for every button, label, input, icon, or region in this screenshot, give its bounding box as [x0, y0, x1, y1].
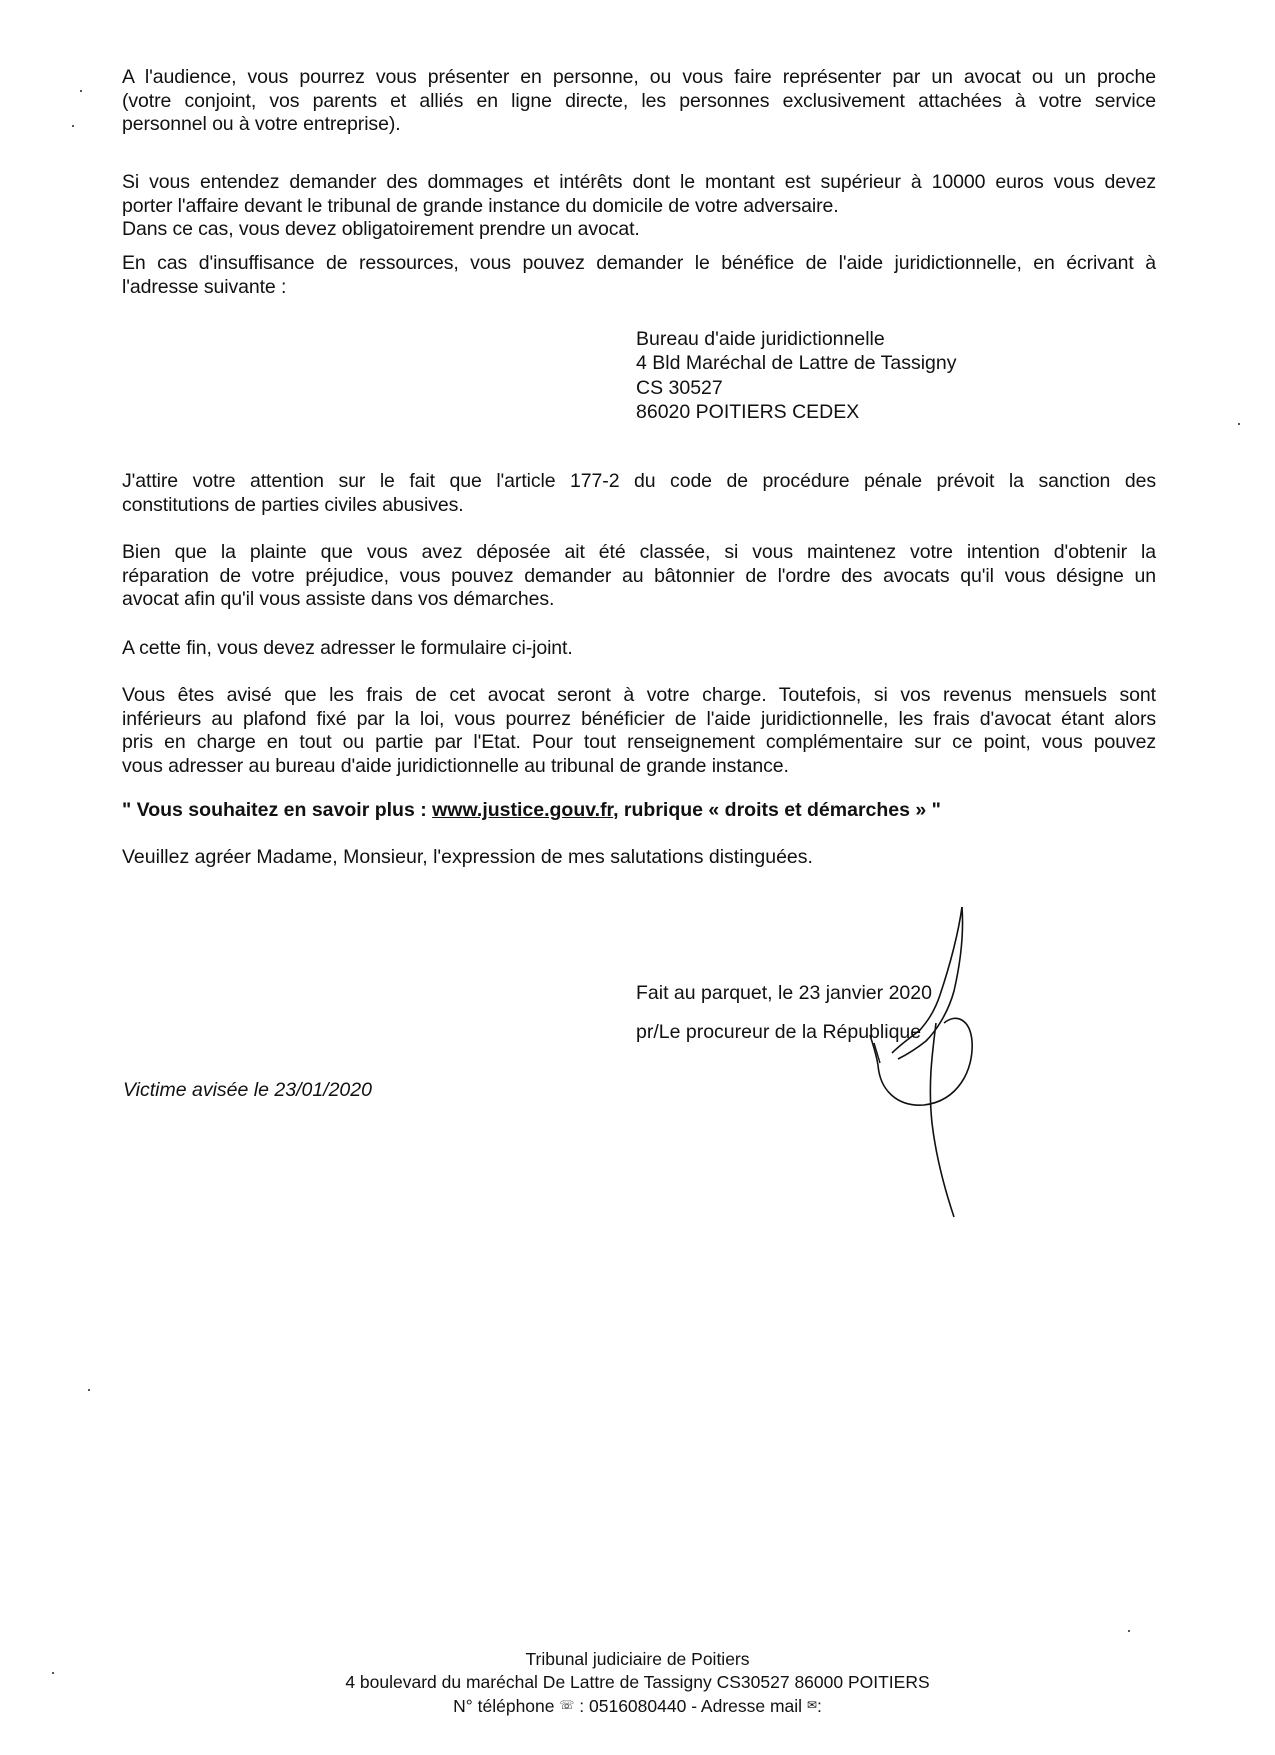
text-line: avocat afin qu'il vous assiste dans vos démarches. [122, 588, 555, 610]
paragraph-formulaire [122, 637, 1156, 661]
phone-number: 0516080440 [589, 1696, 687, 1716]
victim-notified: Victime avisée le 23/01/2020 [123, 1079, 372, 1101]
address-line: 86020 POITIERS CEDEX [636, 400, 860, 423]
footer-contact [0, 1694, 1275, 1718]
scan-speck [80, 90, 82, 92]
footer-address: 4 boulevard du maréchal De Lattre de Tassigny CS30527 86000 POITIERS [345, 1672, 930, 1692]
text-line: pris en charge en tout ou partie par l'Etat. Pour tout renseignement complémentaire sur ce point, vous pouvez [122, 731, 1156, 753]
paragraph-frais [122, 684, 1156, 778]
text-line: J'attire votre attention sur le fait que l'article 177-2 du code de procédure pénale prévoit la sanction des [122, 470, 1156, 492]
paragraph-audience [122, 66, 1156, 137]
phone-label: N° téléphone [453, 1696, 555, 1716]
handwritten-signature [840, 895, 980, 1225]
text-line: A l'audience, vous pourrez vous présenter en personne, ou vous faire représenter par un avocat ou un proche [122, 66, 1156, 88]
scan-speck [88, 1389, 90, 1391]
paragraph-plainte [122, 541, 1156, 612]
page-footer [0, 1648, 1275, 1718]
scan-speck [1238, 423, 1240, 425]
notice-prefix: " Vous souhaitez en savoir plus : [122, 799, 433, 821]
text-line: Dans ce cas, vous devez obligatoirement prendre un avocat. [122, 218, 640, 240]
place-date: Fait au parquet, le 23 janvier 2020 [636, 982, 932, 1004]
footer-court-name: Tribunal judiciaire de Poitiers [525, 1649, 750, 1669]
text-line: Vous êtes avisé que les frais de cet avocat seront à votre charge. Toutefois, si vos revenus mensuels sont [122, 684, 1156, 706]
telephone-icon: ☏ [559, 1698, 575, 1712]
text-line: inférieurs au plafond fixé par la loi, vous pourrez bénéficier de l'aide juridictionnelle, les frais d'avocat étant alors [122, 707, 1156, 730]
text-line: réparation de votre préjudice, vous pouvez demander au bâtonnier de l'ordre des avocats qu'il vous désigne un [122, 564, 1156, 587]
text-line: constitutions de parties civiles abusives. [122, 493, 464, 516]
legal-aid-address [636, 327, 957, 424]
email-label: - Adresse mail [686, 1696, 803, 1716]
address-line: CS 30527 [636, 376, 723, 399]
address-line: 4 Bld Maréchal de Lattre de Tassigny [636, 352, 957, 375]
notice-suffix: , rubrique « droits et démarches » " [613, 799, 941, 821]
scan-speck [52, 1672, 54, 1674]
text-line: l'adresse suivante : [122, 275, 287, 298]
justice-website-link[interactable]: www.justice.gouv.fr [432, 799, 614, 821]
text-line: Si vous entendez demander des dommages et intérêts dont le montant est supérieur à 10000 euros vous devez [122, 171, 1156, 193]
text-line: En cas d'insuffisance de ressources, vous pouvez demander le bénéfice de l'aide juridictionnelle, en écrivant à [122, 252, 1156, 274]
paragraph-ressources [122, 252, 1156, 299]
closing-formula: Veuillez agréer Madame, Monsieur, l'expression de mes salutations distinguées. [122, 846, 813, 868]
email-suffix: : [817, 1696, 822, 1716]
text-line: A cette fin, vous devez adresser le formulaire ci-joint. [122, 637, 573, 659]
scan-speck [72, 125, 74, 127]
signatory: pr/Le procureur de la République [636, 1021, 922, 1043]
at-mail-icon: ✉ [806, 1698, 817, 1712]
phone-separator: : [574, 1696, 589, 1716]
text-line: vous adresser au bureau d'aide juridictionnelle au tribunal de grande instance. [122, 754, 789, 777]
text-line: (votre conjoint, vos parents et alliés en ligne directe, les personnes exclusivement attachées à votre service [122, 89, 1156, 112]
text-line: porter l'affaire devant le tribunal de grande instance du domicile de votre adversaire. [122, 194, 839, 217]
text-line: personnel ou à votre entreprise). [122, 113, 401, 135]
address-line: Bureau d'aide juridictionnelle [636, 328, 885, 350]
paragraph-dommages [122, 171, 1156, 242]
more-info-notice [122, 799, 941, 822]
scan-speck [1128, 1630, 1130, 1632]
paragraph-article [122, 470, 1156, 517]
text-line: Bien que la plainte que vous avez déposée ait été classée, si vous maintenez votre intention d'obtenir la [122, 541, 1156, 563]
